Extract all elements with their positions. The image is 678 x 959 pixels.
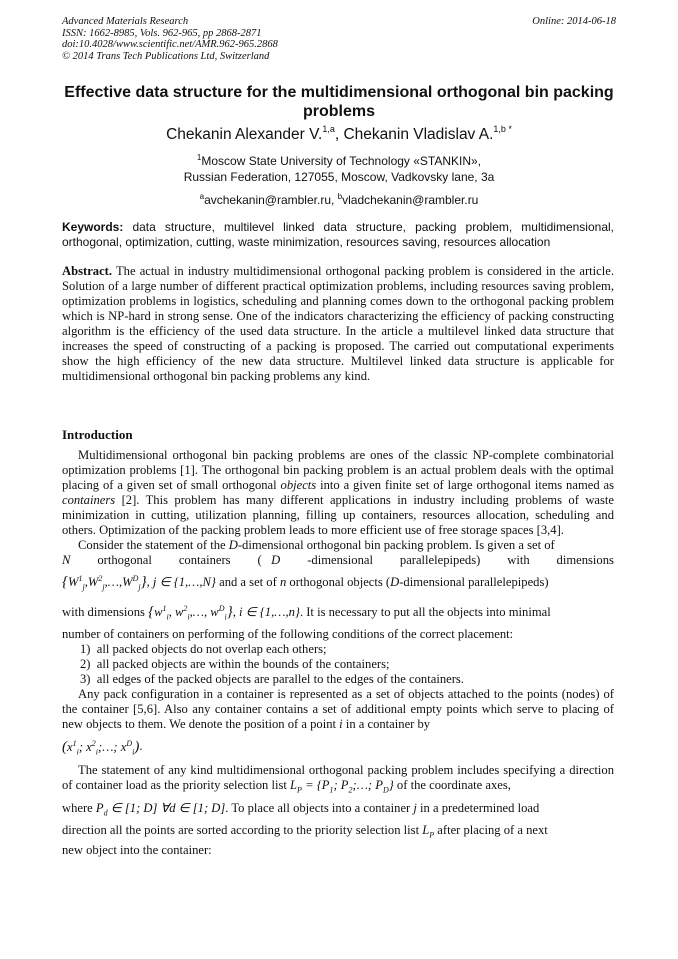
point-position-formula: ($x^1_i$; $x^2_i;\dots$; $x^D_i$). bbox=[62, 738, 143, 757]
condition-1: 1) all packed objects do not overlap each others; bbox=[80, 642, 327, 657]
intro-paragraph-4-line-4: new object into the container: bbox=[62, 842, 212, 857]
issn-line: ISSN: 1662-8985, Vols. 962-965, pp 2868-2871 bbox=[62, 27, 262, 39]
author-2-sup: 1,b * bbox=[493, 124, 512, 134]
doi-line: doi:10.4028/www.scientific.net/AMR.962-965.2868 bbox=[62, 39, 278, 50]
intro-paragraph-1: Multidimensional orthogonal bin packing problems are ones of the classic NP-complete combinatorial optimization problems [1]. The orthogonal bin packing problem is an actual problem deals with the optimal placing of a given set of small orthogonal objects into a given finite set of large orthogonal items named as containers [2]. This problem has many different applications in industry including problems of waste minimization in cutting, utilization planning, filling up containers, resources allocation, scheduling and others. Optimization of the packing problem leads to more efficient use of free storage spaces [3,4]. bbox=[62, 448, 614, 537]
email-a-sup: a bbox=[199, 192, 205, 201]
paper-title: Effective data structure for the multidimensional orthogonal bin packing problems bbox=[64, 84, 614, 120]
author-1: Chekanin Alexander V. bbox=[166, 126, 323, 143]
email-b: vladchekanin@rambler.ru bbox=[342, 193, 479, 207]
online-date: Online: 2014-06-18 bbox=[532, 16, 616, 27]
intro-paragraph-2-line-3: $\{W^1_j,W^2_j,\dots,W^D_j\}$, j ∈ {1,…,N} and a set of n orthogonal objects (D-dimensional parallelepipeds) bbox=[62, 574, 549, 592]
email-a: avchekanin@rambler.ru, bbox=[204, 193, 338, 207]
condition-3: 3) all edges of the packed objects are parallel to the edges of the containers. bbox=[80, 672, 464, 687]
author-2: Chekanin Vladislav A. bbox=[343, 126, 494, 143]
email-b-sup: b bbox=[337, 192, 343, 201]
intro-paragraph-2-line-2: N orthogonal containers ( D -dimensional parallelepipeds) with dimensions bbox=[62, 553, 614, 567]
keywords-label: Keywords: bbox=[62, 220, 124, 234]
intro-paragraph-4-line-3: direction all the points are sorted according to the priority selection list $L_P$ after placing of a next bbox=[62, 823, 548, 840]
affiliation bbox=[40, 150, 638, 208]
intro-paragraph-2: Consider the statement of the D-dimensional orthogonal bin packing problem. Is given a set of bbox=[78, 538, 555, 552]
abstract-label: Abstract. bbox=[62, 264, 113, 278]
abstract-text: The actual in industry multidimensional orthogonal packing problem is considered in the article. Solution of a large number of different practical optimization problems, including resources saving problem, optimization problems in logistics, scheduling and planning comes down to the orthogonal packing problem which is NP-hard in strong sense. One of the indicators characterizing the efficiency of packing constructing algorithm is the efficiency of the used data structure. In the article a multilevel linked data structure that increases the speed of constructing of a packing is proposed. The carried out computational experiments show the high efficiency of the new data structure. Multilevel linked data structure is applicable for multidimensional orthogonal bin packing problems any kind. bbox=[62, 264, 614, 383]
affil-line-1: Moscow State University of Technology «STANKIN», bbox=[201, 154, 482, 168]
abstract bbox=[62, 264, 614, 384]
author-1-sup: 1,a bbox=[322, 124, 335, 134]
affil-sup: 1 bbox=[196, 153, 202, 162]
intro-paragraph-4-line-2: where $P_d$ ∈ [1; D] ∀d ∈ [1; D]. To place all objects into a container j in a predetermined load bbox=[62, 800, 540, 818]
author-line bbox=[40, 124, 638, 144]
condition-2: 2) all packed objects are within the bounds of the containers; bbox=[80, 657, 390, 672]
author-separator: , bbox=[334, 126, 344, 143]
introduction-body bbox=[62, 448, 614, 858]
journal-name: Advanced Materials Research bbox=[62, 16, 189, 27]
keywords bbox=[62, 220, 614, 250]
intro-paragraph-2-line-5: number of containers on performing of the following conditions of the correct placement: bbox=[62, 627, 514, 642]
section-heading-introduction: Introduction bbox=[62, 427, 133, 442]
intro-paragraph-4: The statement of any kind multidimensional orthogonal packing problem includes specifying a direction of container load as the priority selection list $L_P = \{P_1$; $P_2;\dots$; $P_D$} of the coordinate axes, bbox=[62, 763, 614, 795]
keywords-text: data structure, multilevel linked data structure, packing problem, multidimensional, orthogonal, optimization, cutting, waste minimization, resources saving, resources allocation bbox=[62, 220, 614, 249]
copyright-line: © 2014 Trans Tech Publications Ltd, Switzerland bbox=[62, 50, 270, 62]
intro-paragraph-2-line-4: with dimensions {$w^1_i$, $w^2_i,\dots$, $w^D_i$}, i ∈ {1,…,n}. It is necessary to put all the objects into minimal bbox=[62, 603, 551, 622]
intro-paragraph-3: Any pack configuration in a container is represented as a set of objects attached to the points (nodes) of the container [5,6]. Also any container contains a set of additional empty points which serve to placing of new objects to them. We denote the position of a point i in a container by bbox=[62, 687, 614, 732]
affil-line-2: Russian Federation, 127055, Moscow, Vadkovsky lane, 3a bbox=[183, 170, 495, 184]
journal-header bbox=[62, 16, 616, 62]
